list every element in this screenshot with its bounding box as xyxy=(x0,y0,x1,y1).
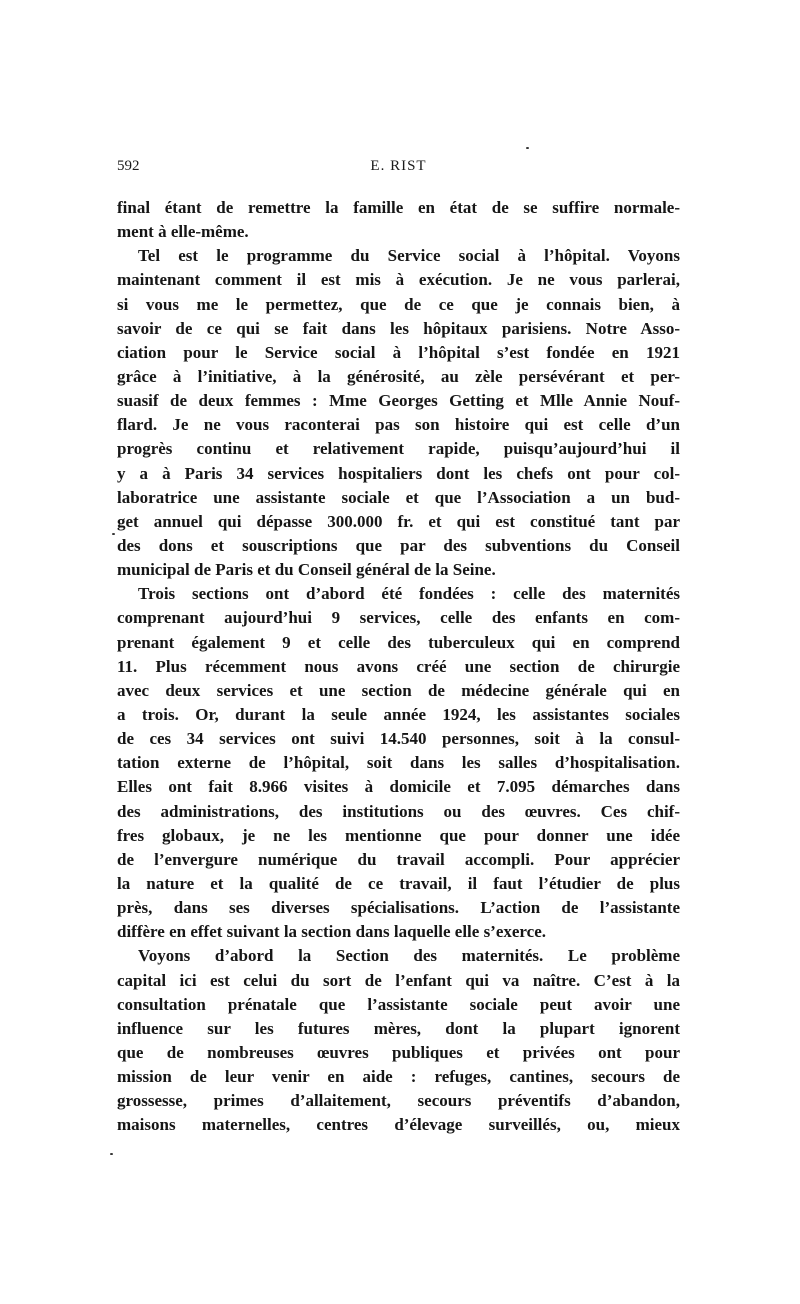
text-line: des administrations, des institutions ou des œuvres. Ces chif- xyxy=(117,801,680,821)
text-line: si vous me le permettez, que de ce que je connais bien, à xyxy=(117,294,680,314)
print-speck xyxy=(110,1153,113,1155)
text-line: comprenant aujourd’hui 9 services, celle des enfants en com- xyxy=(117,608,680,628)
print-speck xyxy=(526,147,529,149)
text-line: a trois. Or, durant la seule année 1924, les assistantes sociales xyxy=(117,704,680,724)
text-line: que de nombreuses œuvres publiques et privées ont pour xyxy=(117,1042,680,1062)
text-line: flard. Je ne vous raconterai pas son histoire qui est celle d’un xyxy=(117,415,680,435)
page-number: 592 xyxy=(117,158,140,174)
page-header xyxy=(117,158,680,180)
text-line: 11. Plus récemment nous avons créé une section de chirurgie xyxy=(117,656,680,676)
text-line: ciation pour le Service social à l’hôpital s’est fondée en 1921 xyxy=(117,342,680,362)
text-line: prenant également 9 et celle des tuberculeux qui en comprend xyxy=(117,632,680,652)
text-line: de ces 34 services ont suivi 14.540 personnes, soit à la consul- xyxy=(117,729,680,749)
text-line: des dons et souscriptions que par des subventions du Conseil xyxy=(117,535,680,555)
text-line: savoir de ce qui se fait dans les hôpitaux parisiens. Notre Asso- xyxy=(117,318,680,338)
text-line: Elles ont fait 8.966 visites à domicile et 7.095 démarches dans xyxy=(117,777,680,797)
text-line: ment à elle-même. xyxy=(117,222,249,242)
text-line: laboratrice une assistante sociale et que l’Association a un bud- xyxy=(117,487,680,507)
print-speck xyxy=(112,533,115,535)
text-line: fres globaux, je ne les mentionne que pour donner une idée xyxy=(117,825,680,845)
text-line: tation externe de l’hôpital, soit dans les salles d’hospitalisation. xyxy=(117,753,680,773)
text-line: la nature et la qualité de ce travail, il faut l’étudier de plus xyxy=(117,873,680,893)
text-line: suasif de deux femmes : Mme Georges Getting et Mlle Annie Nouf- xyxy=(117,391,680,411)
text-line: Tel est le programme du Service social à l’hôpital. Voyons xyxy=(138,246,680,266)
text-line: Voyons d’abord la Section des maternités. Le problème xyxy=(138,946,680,966)
text-line: progrès continu et relativement rapide, puisqu’aujourd’hui il xyxy=(117,439,680,459)
text-line: maintenant comment il est mis à exécution. Je ne vous parlerai, xyxy=(117,270,680,290)
text-line: Trois sections ont d’abord été fondées : celle des maternités xyxy=(138,584,680,604)
text-line: grâce à l’initiative, à la générosité, au zèle persévérant et per- xyxy=(117,366,680,386)
text-line: consultation prénatale que l’assistante sociale peut avoir une xyxy=(117,994,680,1014)
text-line: maisons maternelles, centres d’élevage surveillés, ou, mieux xyxy=(117,1115,680,1135)
text-line: capital ici est celui du sort de l’enfant qui va naître. C’est à la xyxy=(117,970,680,990)
text-line: près, dans ses diverses spécialisations. L’action de l’assistante xyxy=(117,898,680,918)
text-line: final étant de remettre la famille en état de se suffire normale- xyxy=(117,198,680,217)
text-line: avec deux services et une section de médecine générale qui en xyxy=(117,680,680,700)
text-line: de l’envergure numérique du travail accompli. Pour apprécier xyxy=(117,849,680,869)
text-line: grossesse, primes d’allaitement, secours préventifs d’abandon, xyxy=(117,1091,680,1111)
text-line: get annuel qui dépasse 300.000 fr. et qui est constitué tant par xyxy=(117,511,680,531)
text-line: diffère en effet suivant la section dans laquelle elle s’exerce. xyxy=(117,922,547,942)
text-line: municipal de Paris et du Conseil général de la Seine. xyxy=(117,560,496,580)
text-line: mission de leur venir en aide : refuges, cantines, secours de xyxy=(117,1067,680,1087)
body-text xyxy=(117,196,680,1137)
text-line: influence sur les futures mères, dont la plupart ignorent xyxy=(117,1018,680,1038)
running-head: E. RIST xyxy=(370,158,427,174)
text-line: y a à Paris 34 services hospitaliers dont les chefs ont pour col- xyxy=(117,463,680,483)
